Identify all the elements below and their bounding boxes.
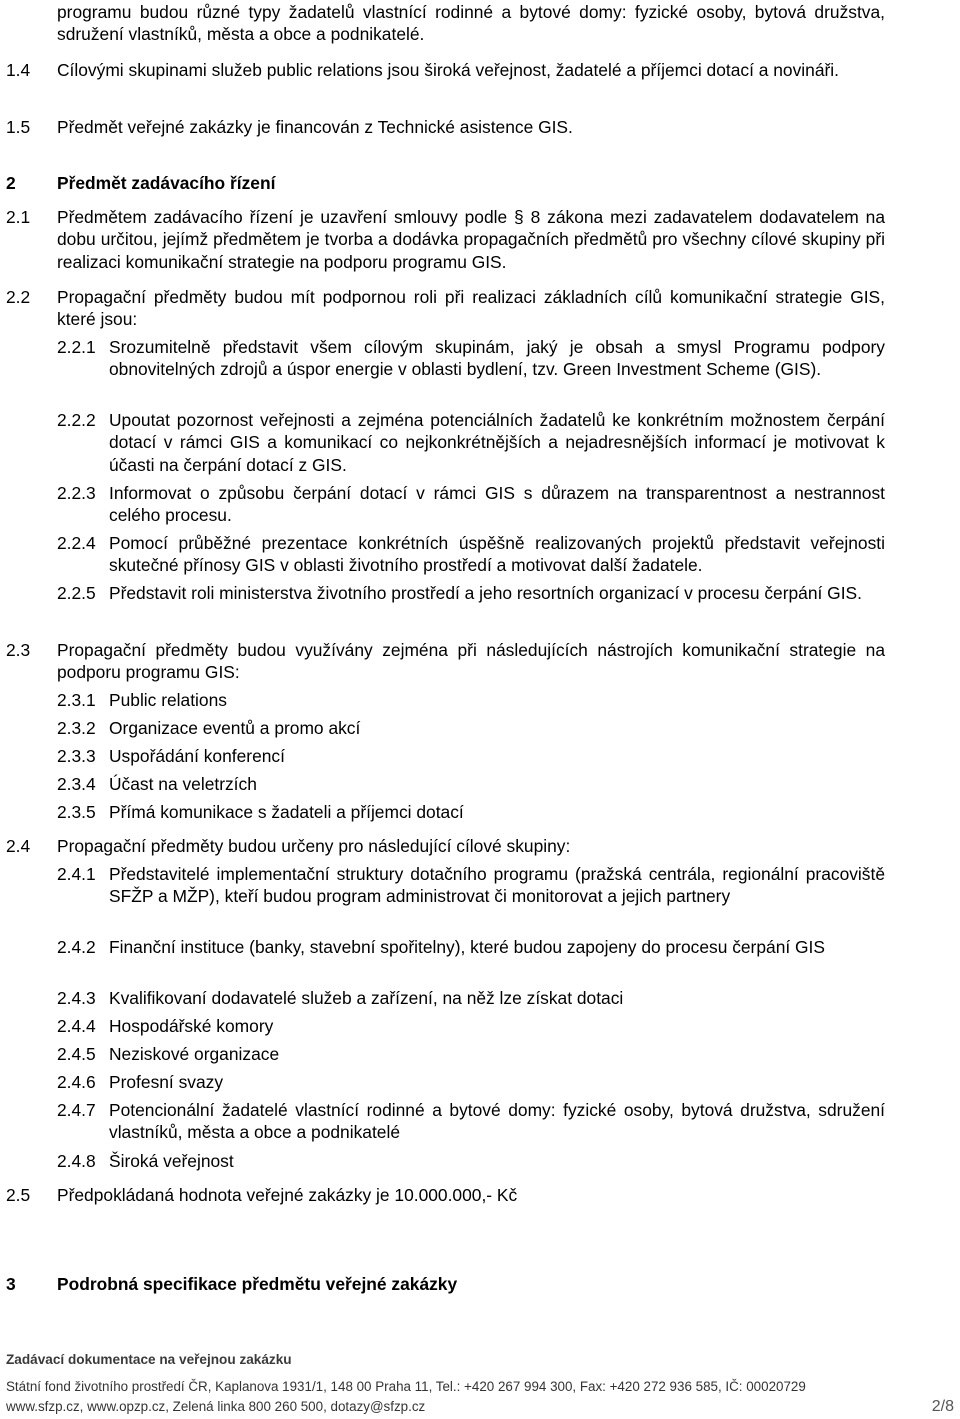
sub-item-text: Informovat o způsobu čerpání dotací v rámci GIS s důrazem na transparentnost a nestrannost celého procesu. — [109, 483, 885, 526]
sub-item-text: Organizace eventů a promo akcí — [109, 718, 361, 738]
paragraph-2-2: Propagační předměty budou mít podpornou roli při realizaci základních cílů komunikační strategie GIS, které jsou: — [57, 287, 885, 330]
paragraph-1-4: Cílovými skupinami služeb public relations jsou široká veřejnost, žadatelé a příjemci dotací a novináři. — [57, 60, 839, 80]
footer-contacts: www.sfzp.cz, www.opzp.cz, Zelená linka 800 260 500, dotazy@sfzp.cz — [6, 1399, 426, 1414]
sub-item-text: Hospodářské komory — [109, 1016, 274, 1036]
footer-address: Státní fond životního prostředí ČR, Kaplanova 1931/1, 148 00 Praha 11, Tel.: +420 267 994 300, Fax: +420 272 936 585, IČ: 00020729 — [6, 1379, 806, 1394]
sub-item-number: 2.4.8 — [57, 1151, 96, 1171]
item-number: 1.5 — [6, 117, 31, 137]
item-number: 2.5 — [6, 1185, 31, 1205]
item-number: 2.3 — [6, 640, 31, 660]
paragraph-1-5: Předmět veřejné zakázky je financován z Technické asistence GIS. — [57, 117, 573, 137]
paragraph-continuation: programu budou různé typy žadatelů vlastnící rodinné a bytové domy: fyzické osoby, bytová družstva, sdružení vlastníků, města a obce a podnikatelé. — [57, 2, 885, 45]
sub-item-number: 2.4.7 — [57, 1100, 96, 1120]
sub-item-text: Profesní svazy — [109, 1072, 224, 1092]
sub-item-number: 2.2.5 — [57, 583, 96, 603]
paragraph-2-4: Propagační předměty budou určeny pro následující cílové skupiny: — [57, 836, 571, 856]
sub-item-number: 2.3.1 — [57, 690, 96, 710]
sub-item-text: Finanční instituce (banky, stavební spořitelny), které budou zapojeny do procesu čerpání GIS — [109, 937, 825, 957]
footer-doc-title: Zadávací dokumentace na veřejnou zakázku — [6, 1352, 292, 1367]
sub-item-text: Potencionální žadatelé vlastnící rodinné a bytové domy: fyzické osoby, bytová družstva, sdružení vlastníků, města a obce a podnikatelé — [109, 1100, 885, 1143]
sub-item-text: Kvalifikovaní dodavatelé služeb a zařízení, na něž lze získat dotaci — [109, 988, 624, 1008]
section-number: 3 — [6, 1274, 16, 1294]
sub-item-number: 2.3.4 — [57, 774, 96, 794]
sub-item-text: Představit roli ministerstva životního prostředí a jeho resortních organizací v procesu čerpání GIS. — [109, 583, 862, 603]
sub-item-number: 2.4.5 — [57, 1044, 96, 1064]
sub-item-number: 2.4.3 — [57, 988, 96, 1008]
item-number: 2.4 — [6, 836, 31, 856]
sub-item-number: 2.3.5 — [57, 802, 96, 822]
section-heading: Podrobná specifikace předmětu veřejné zakázky — [57, 1274, 458, 1294]
paragraph-2-1: Předmětem zadávacího řízení je uzavření smlouvy podle § 8 zákona mezi zadavatelem dodavatelem na dobu určitou, jejímž předmětem je tvorba a dodávka propagačních předmětů pro všechny cílové skupiny při realizaci komunikační strategie na podporu programu GIS. — [57, 207, 885, 272]
sub-item-number: 2.3.2 — [57, 718, 96, 738]
sub-item-text: Upoutat pozornost veřejnosti a zejména potenciálních žadatelů ke konkrétním možnostem čerpání dotací v rámci GIS a komunikací co nejkonkrétnějších a nejadresnějších informací je motivovat k účasti na čerpání dotací z GIS. — [109, 410, 885, 475]
item-number: 1.4 — [6, 60, 31, 80]
sub-item-number: 2.3.3 — [57, 746, 96, 766]
sub-item-number: 2.4.4 — [57, 1016, 96, 1036]
sub-item-text: Přímá komunikace s žadateli a příjemci dotací — [109, 802, 464, 822]
sub-item-text: Srozumitelně představit všem cílovým skupinám, jaký je obsah a smysl Programu podpory obnovitelných zdrojů a úspor energie v oblasti bydlení, tzv. Green Investment Scheme (GIS). — [109, 337, 885, 380]
paragraph-2-5: Předpokládaná hodnota veřejné zakázky je 10.000.000,- Kč — [57, 1185, 518, 1205]
sub-item-number: 2.2.1 — [57, 337, 96, 357]
sub-item-number: 2.2.2 — [57, 410, 96, 430]
sub-item-text: Pomocí průběžné prezentace konkrétních úspěšně realizovaných projektů představit veřejnosti skutečné přínosy GIS v oblasti životního prostředí a motivovat další žadatele. — [109, 533, 885, 576]
sub-item-number: 2.2.3 — [57, 483, 96, 503]
sub-item-number: 2.4.2 — [57, 937, 96, 957]
paragraph-2-3: Propagační předměty budou využívány zejména při následujících nástrojích komunikační strategie na podporu programu GIS: — [57, 640, 885, 683]
sub-item-text: Představitelé implementační struktury dotačního programu (pražská centrála, regionální pracoviště SFŽP a MŽP), kteří budou program administrovat či monitorovat a jejich partnery — [109, 864, 885, 907]
sub-item-text: Široká veřejnost — [109, 1151, 234, 1171]
page-number: 2/8 — [931, 1398, 954, 1415]
sub-item-text: Uspořádání konferencí — [109, 746, 285, 766]
section-number: 2 — [6, 173, 16, 193]
item-number: 2.2 — [6, 287, 31, 307]
sub-item-text: Neziskové organizace — [109, 1044, 280, 1064]
sub-item-text: Public relations — [109, 690, 227, 710]
sub-item-number: 2.4.1 — [57, 864, 96, 884]
section-heading: Předmět zadávacího řízení — [57, 173, 276, 193]
sub-item-number: 2.4.6 — [57, 1072, 96, 1092]
sub-item-number: 2.2.4 — [57, 533, 96, 553]
sub-item-text: Účast na veletrzích — [109, 774, 257, 794]
item-number: 2.1 — [6, 207, 31, 227]
